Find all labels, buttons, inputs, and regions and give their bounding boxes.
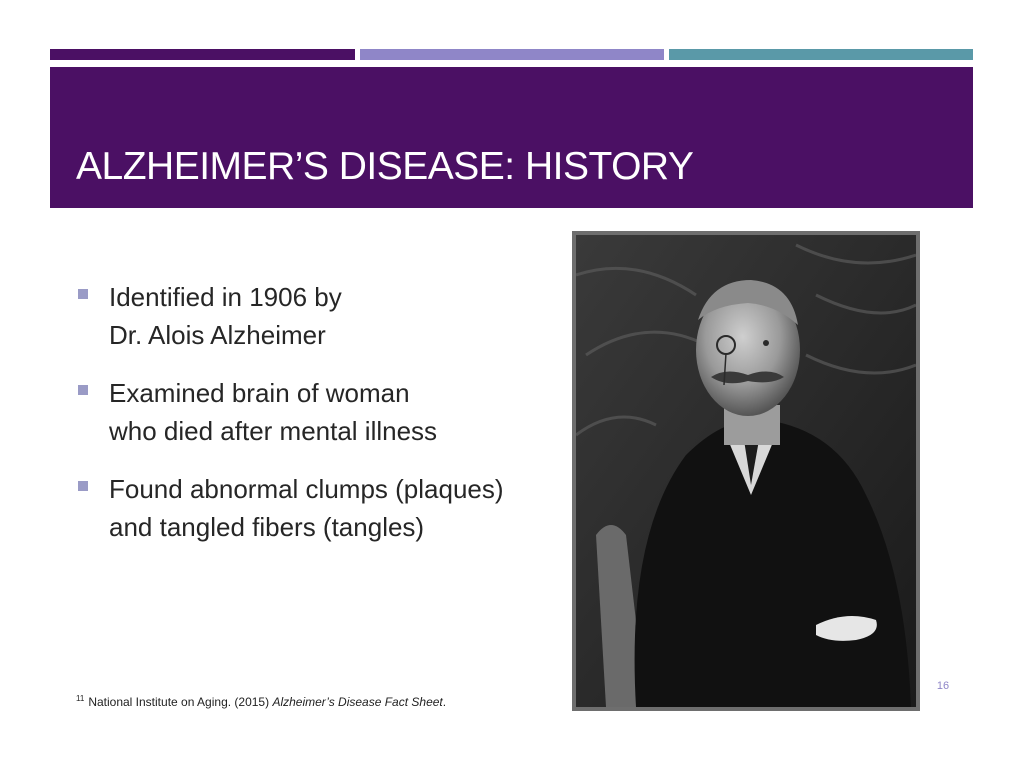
footnote-end: . xyxy=(442,695,447,709)
footnote-text: National Institute on Aging. (2015) xyxy=(88,695,270,709)
footnote-title: Alzheimer’s Disease Fact Sheet xyxy=(272,695,443,709)
bullet-item xyxy=(75,374,555,450)
accent-bar-purple xyxy=(50,49,355,60)
slide-title: ALZHEIMER’S DISEASE: HISTORY xyxy=(76,145,694,188)
accent-bar-lavender xyxy=(360,49,664,60)
bullet-square-icon xyxy=(78,481,88,491)
bullet-square-icon xyxy=(78,385,88,395)
accent-bar-teal xyxy=(669,49,973,60)
bullet-item xyxy=(75,278,555,354)
portrait-photo xyxy=(572,231,920,711)
bullet-item xyxy=(75,470,555,546)
bullet-line: and tangled fibers (tangles) xyxy=(109,512,425,542)
footnote xyxy=(76,694,446,709)
footnote-marker: 11 xyxy=(76,694,85,703)
portrait-illustration xyxy=(576,235,916,707)
bullet-square-icon xyxy=(78,289,88,299)
bullet-line: Dr. Alois Alzheimer xyxy=(109,320,326,350)
bullet-line: Examined brain of woman xyxy=(109,378,410,408)
bullet-line: who died after mental illness xyxy=(109,416,438,446)
title-band xyxy=(50,67,973,208)
slide-number: 16 xyxy=(936,680,950,692)
bullet-line: Identified in 1906 by xyxy=(109,282,342,312)
bullet-list xyxy=(75,278,555,566)
bullet-line: Found abnormal clumps (plaques) xyxy=(109,474,504,504)
